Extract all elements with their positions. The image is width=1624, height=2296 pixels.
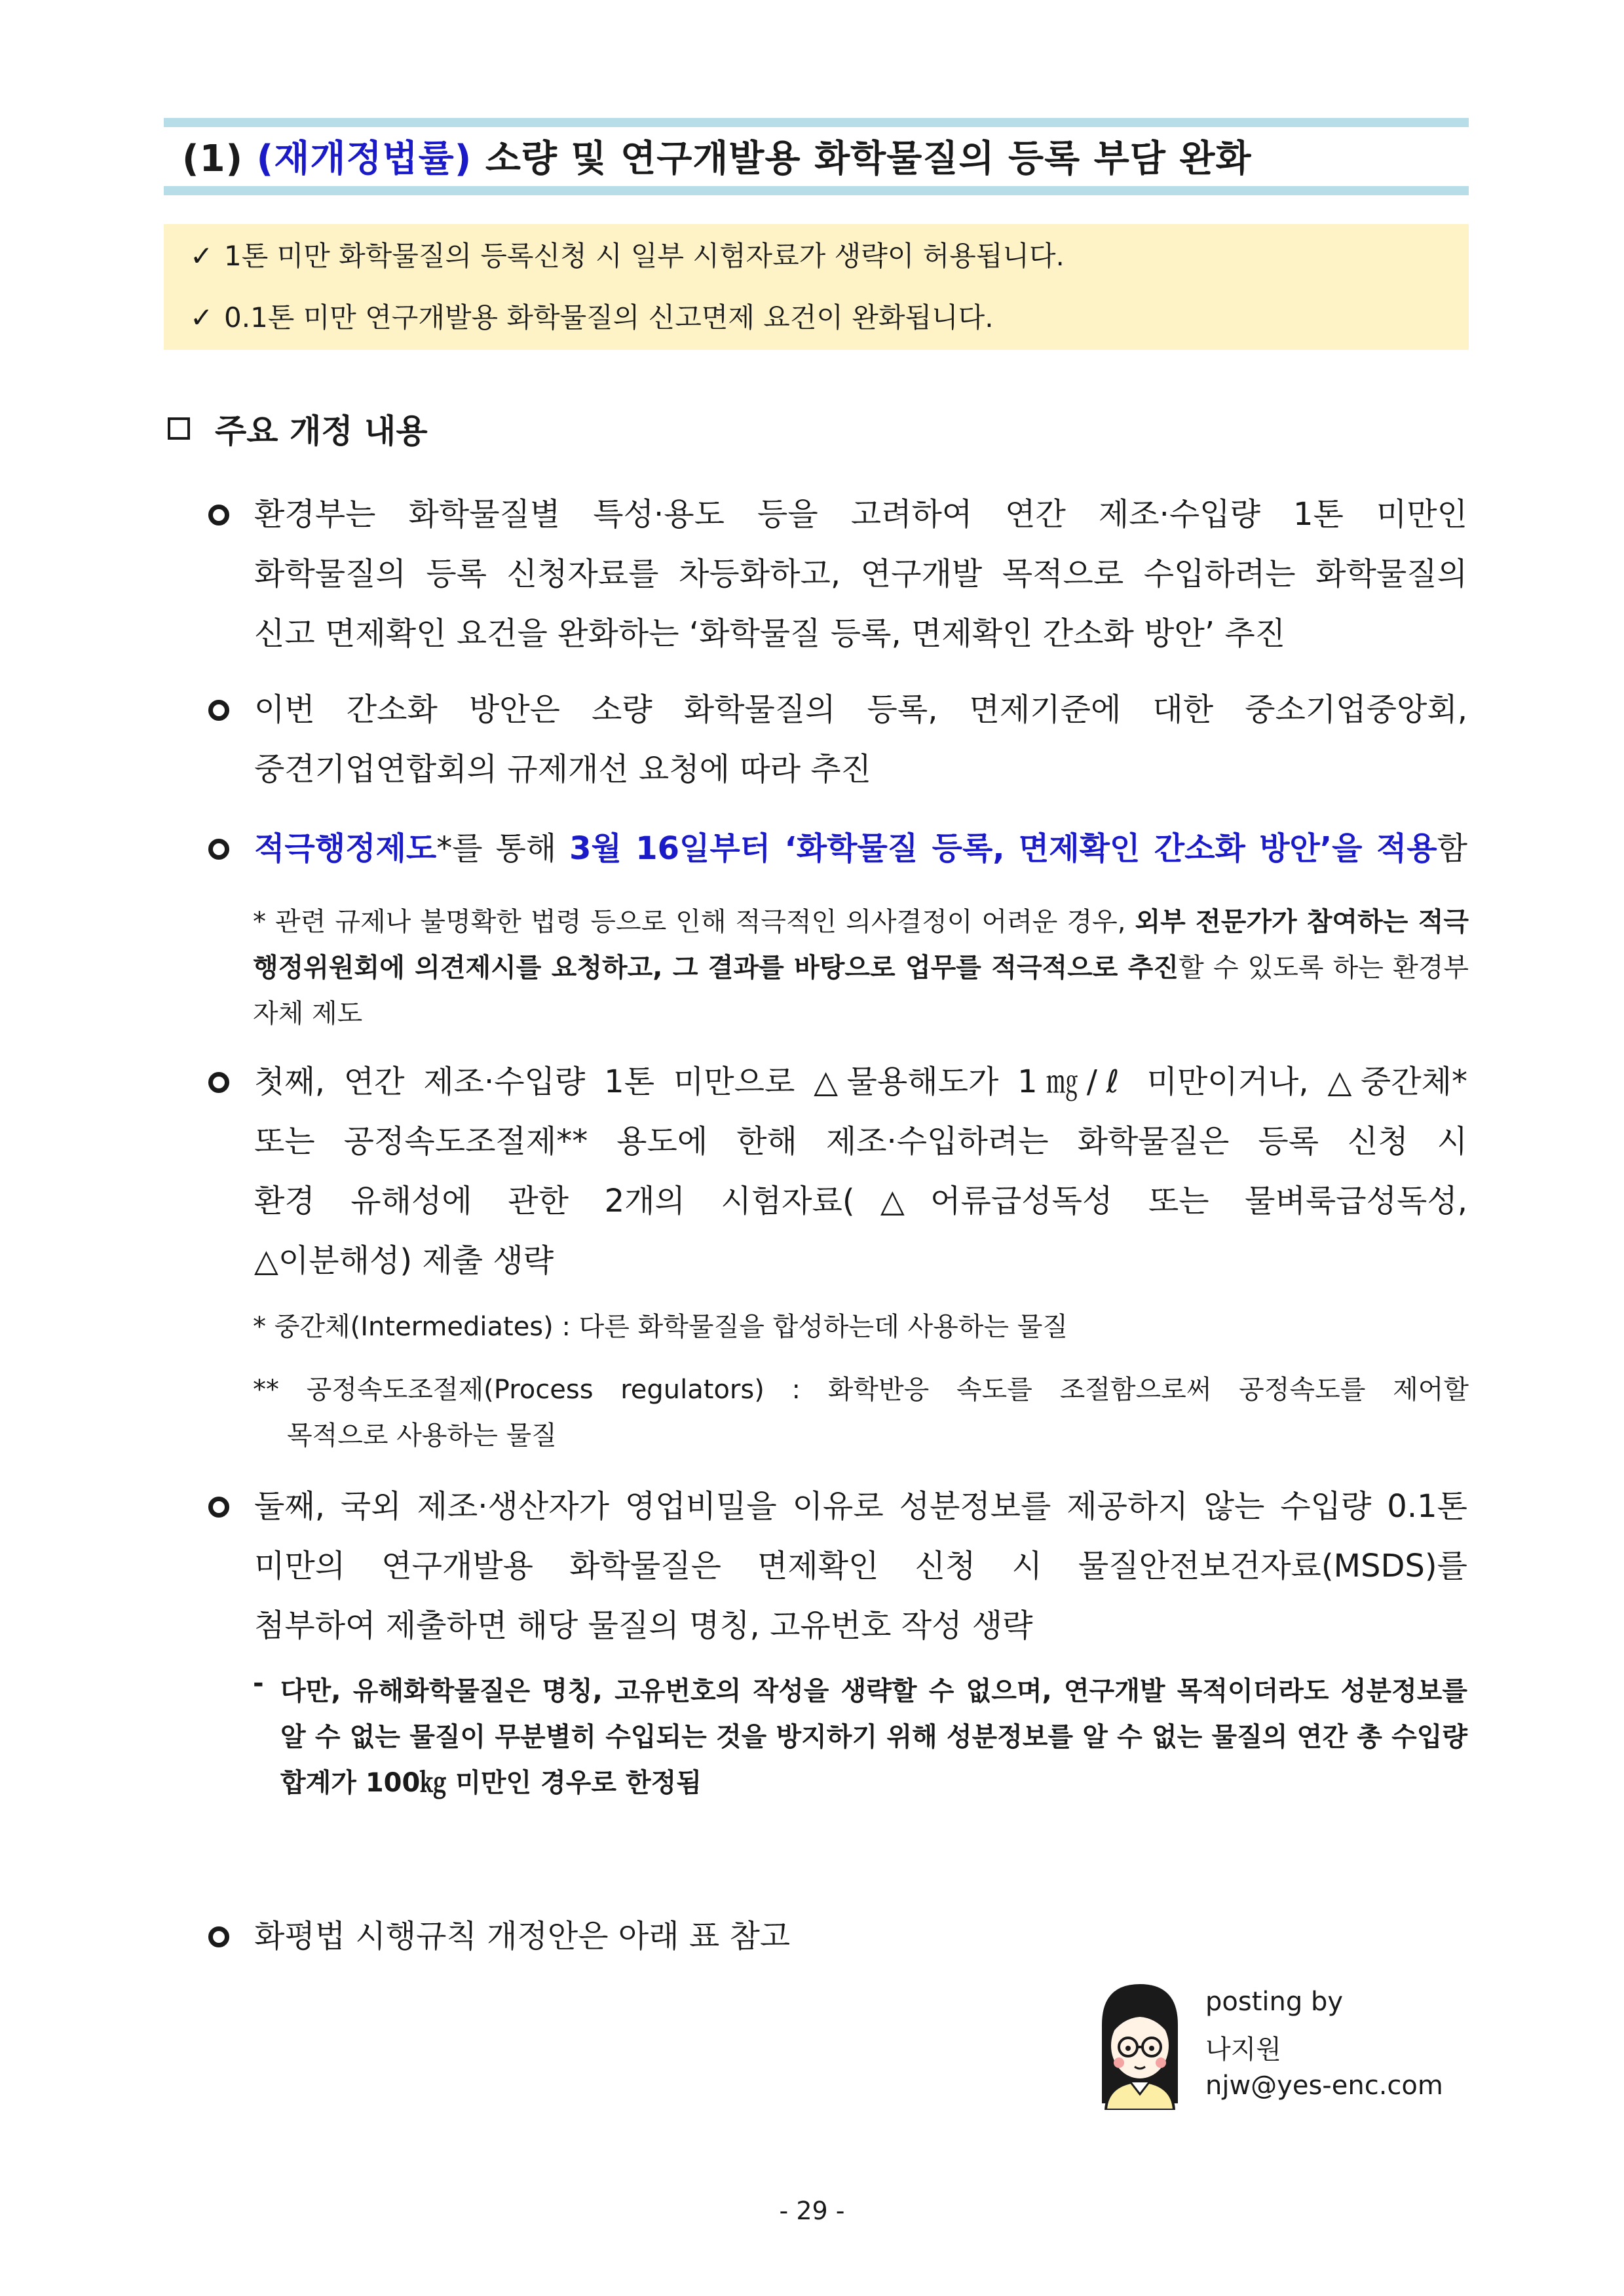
footnote-bold-text: 외부 전문가가 참여하는 적극행정위원회에 의견제시를 요청하고, 그 결과를 바탕으로 업무를 적극적으로 추진: [253, 907, 1469, 983]
highlight-text: 3월 16일부터 ‘화학물질 등록, 면제확인 간소화 방안’을 적용: [569, 830, 1437, 867]
paragraph-line: 환경부는 화학물질별 특성·용도 등을 고려하여 연간 제조·수입량 1톤 미만인: [254, 496, 1467, 533]
paragraph: [254, 819, 1467, 879]
footnote-text: 목적으로 사용하는 물질: [287, 1421, 557, 1451]
title-tag: (재개정법률): [256, 138, 472, 180]
summary-item: [190, 235, 1065, 274]
paragraph-line: 첫째, 연간 제조·수입량 1톤 미만으로 △물용해도가 1㎎/ℓ 미만이거나, △중간체*: [254, 1063, 1467, 1100]
paragraph: [254, 1907, 1467, 1966]
paragraph: [254, 485, 1467, 664]
paragraph-line: △이분해성) 제출 생략: [254, 1242, 554, 1279]
paragraph-line: 또는 공정속도조절제** 용도에 한해 제조·수입하려는 화학물질은 등록 신청 시: [254, 1123, 1467, 1160]
section-title: [182, 130, 1252, 182]
circle-bullet-icon: [208, 839, 229, 860]
circle-bullet-icon: [208, 1497, 229, 1518]
footnote-text: ** 공정속도조절제(Process regulators) : 화학반응 속도를 조절함으로써 공정속도를 제어할: [253, 1375, 1469, 1405]
footnote: [253, 1367, 1469, 1459]
footnote: [280, 1668, 1467, 1806]
title-bottom-rule: [164, 186, 1469, 195]
footnote: [253, 1304, 1469, 1350]
section-heading-text: 주요 개정 내용: [215, 412, 428, 450]
summary-item-text: 0.1톤 미만 연구개발용 화학물질의 신고면제 요건이 완화됩니다.: [224, 301, 994, 334]
circle-bullet-icon: [208, 505, 229, 526]
footnote-text: * 중간체(Intermediates) : 다른 화학물질을 합성하는데 사용하는 물질: [253, 1312, 1068, 1342]
paragraph-line: 화학물질의 등록 신청자료를 차등화하고, 연구개발 목적으로 수입하려는 화학물질의: [254, 556, 1467, 592]
author-email[interactable]: njw@yes-enc.com: [1205, 2071, 1443, 2101]
paragraph: [254, 1052, 1467, 1291]
title-text: 소량 및 연구개발용 화학물질의 등록 부담 완화: [485, 138, 1252, 180]
page-number: - 29 -: [779, 2196, 845, 2225]
summary-item: [190, 296, 994, 335]
circle-bullet-icon: [208, 1072, 229, 1093]
title-number: (1): [182, 138, 244, 180]
section-heading: [168, 405, 428, 452]
paragraph-line: 미만의 연구개발용 화학물질은 면제확인 신청 시 물질안전보건자료(MSDS)를: [254, 1548, 1467, 1584]
paragraph: [254, 1477, 1467, 1656]
check-icon: ✓: [190, 240, 214, 272]
paragraph-text: 함: [1437, 830, 1467, 867]
paragraph-line: 첨부하여 제출하면 해당 물질의 명칭, 고유번호 작성 생략: [254, 1607, 1033, 1644]
paragraph-line: 환경 유해성에 관한 2개의 시험자료(△어류급성독성 또는 물벼룩급성독성,: [254, 1183, 1467, 1219]
summary-item-text: 1톤 미만 화학물질의 등록신청 시 일부 시험자료가 생략이 허용됩니다.: [224, 240, 1065, 272]
highlight-text: 적극행정제도: [254, 830, 437, 867]
footnote-text: 할 수 있도록 하는 환경부 자체 제도: [253, 953, 1469, 1029]
footnote-bold-text: 다만, 유해화학물질은 명칭, 고유번호의 작성을 생략할 수 없으며, 연구개발 목적이더라도 성분정보를 알 수 없는 물질이 무분별히 수입되는 것을 방지하기 위해 성분정보를 알 수 없는 물질의 연간 총 수입량 합계가 100㎏ 미만인 경우로 한정됨: [280, 1676, 1467, 1798]
paragraph-line: 중견기업연합회의 규제개선 요청에 따라 추진: [254, 751, 872, 788]
paragraph-text: 화평법 시행규칙 개정안은 아래 표 참고: [254, 1918, 791, 1955]
paragraph-line: 이번 간소화 방안은 소량 화학물질의 등록, 면제기준에 대한 중소기업중앙회,: [254, 691, 1467, 728]
paragraph-line: 둘째, 국외 제조·생산자가 영업비밀을 이유로 성분정보를 제공하지 않는 수입량 0.1톤: [254, 1488, 1467, 1525]
author-name: 나지원: [1205, 2035, 1281, 2065]
check-icon: ✓: [190, 301, 214, 334]
paragraph-text: *를 통해: [436, 830, 570, 867]
circle-bullet-icon: [208, 700, 229, 721]
footnote-text: * 관련 규제나 불명확한 법령 등으로 인해 적극적인 의사결정이 어려운 경우,: [253, 907, 1135, 937]
paragraph-line: 신고 면제확인 요건을 완화하는 ‘화학물질 등록, 면제확인 간소화 방안’ 추진: [254, 615, 1286, 652]
paragraph: [254, 680, 1467, 799]
circle-bullet-icon: [208, 1926, 229, 1947]
footnote: [253, 899, 1469, 1037]
title-top-rule: [164, 118, 1469, 127]
avatar: [1087, 1979, 1192, 2110]
note-dash: -: [253, 1668, 264, 1698]
posting-by: posting by: [1205, 1987, 1344, 2017]
square-bullet-icon: [168, 417, 190, 440]
